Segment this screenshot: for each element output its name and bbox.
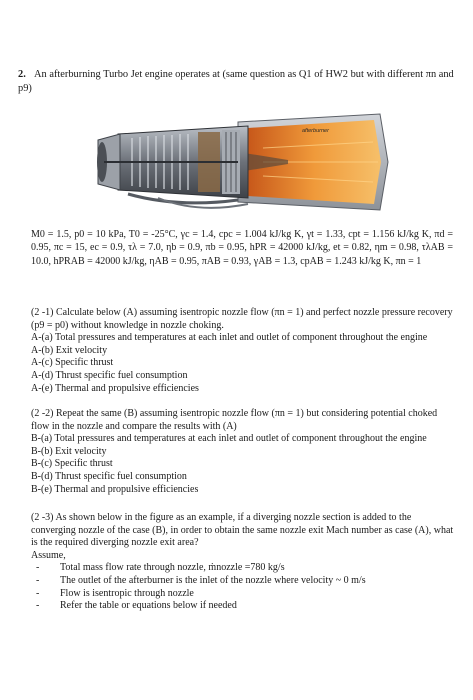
turbojet-engine-image [88,104,394,221]
part-2-2-intro: (2 -2) Repeat the same (B) assuming isentropic nozzle flow (πn = 1) but considering potential choked flow in the nozzle and compare the results with (A) [31,408,438,432]
part-2-2-item: B-(b) Exit velocity [31,445,107,457]
part-2-1-item: A-(d) Thrust specific fuel consumption [31,369,188,381]
part-2-2-item: B-(e) Thermal and propulsive efficiencies [31,483,199,495]
part-2-2-item: B-(c) Specific thrust [31,458,113,470]
assumption-item: - Refer the table or equations below if needed [36,600,237,612]
part-2-1-intro: (2 -1) Calculate below (A) assuming isentropic nozzle flow (πn = 1) and perfect nozzle pressure recovery (p9 = p0) without knowledge in nozzle choking. [31,307,453,331]
part-2-2-item: B-(d) Thrust specific fuel consumption [31,470,187,482]
assumption-list [31,562,455,612]
part-2-1-item: A-(a) Total pressures and temperatures at each inlet and outlet of component throughout the engine [31,332,428,344]
part-2-1 [31,307,455,395]
question-number: 2. [18,69,26,80]
part-2-3-intro: (2 -3) As shown below in the figure as an example, if a diverging nozzle section is added to the converging nozzle of the case (B), in order to obtain the same nozzle exit Mach number as case (A), what is the required diverging nozzle exit area? [31,512,454,549]
part-2-1-item: A-(e) Thermal and propulsive efficiencies [31,382,199,394]
assumption-item: - Flow is isentropic through nozzle [36,587,194,599]
part-2-2-item: B-(a) Total pressures and temperatures at each inlet and outlet of component throughout the engine [31,433,427,445]
assumption-item: - Total mass flow rate through nozzle, ṁnozzle =780 kg/s [36,562,285,574]
part-2-1-item: A-(b) Exit velocity [31,344,108,356]
part-2-1-item: A-(c) Specific thrust [31,357,114,369]
afterburner-label: afterburner [302,128,329,134]
parameters-paragraph: M0 = 1.5, p0 = 10 kPa, T0 = -25°C, γc = 1.4, cpc = 1.004 kJ/kg K, γt = 1.33, cpt = 1.156 kJ/kg K, πd = 0.95, πc = 15, ec = 0.9, τλ = 7.0, ηb = 0.9, πb = 0.95, hPR = 42000 kJ/kg, et = 0.82, ηm = 0.98, τλAB = 10.0, hPRAB = 42000 kJ/kg, ηAB = 0.95, πAB = 0.93, γAB = 1.3, cpAB = 1.243 kJ/kg K, πn = 1 [31,229,453,267]
part-2-3 [31,512,455,613]
part-2-2 [31,408,455,496]
assumption-item: - The outlet of the afterburner is the inlet of the nozzle where velocity ~ 0 m/s [36,574,366,586]
assume-label: Assume, [31,549,66,561]
question-heading [18,68,458,96]
question-text: An afterburning Turbo Jet engine operates at (same question as Q1 of HW2 but with different πn and p9) [18,69,454,94]
